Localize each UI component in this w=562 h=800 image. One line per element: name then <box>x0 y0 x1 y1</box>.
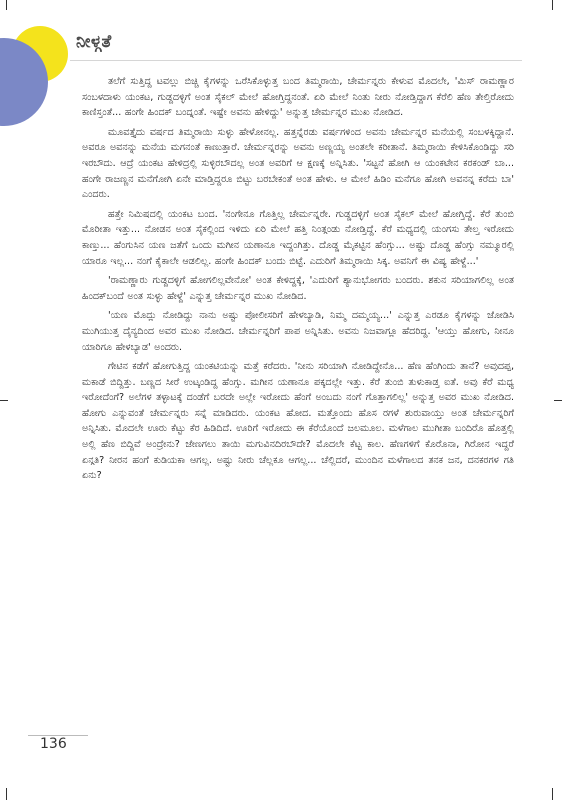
page-number: 136 <box>40 736 67 752</box>
body-text <box>82 74 514 488</box>
crop-mark-bottom-left <box>6 788 7 800</box>
crop-mark-top-left <box>6 0 7 10</box>
paragraph-4: 'ರಾಮಣ್ಣಾರು ಗುಡ್ದದಳ್ಳಿಗೆ ಹೋಗಲಿಲ್ಲವೇನೋ' ಅಂತ ಕೇಳಿದ್ದಕ್ಕೆ, 'ಎದುರಿಗೆ ಶ್ಯಾನುಭೋಗರು ಬಂದರು. ಶಕುನ ಸರಿಯಾಗಲಿಲ್ಲ ಅಂತ ಹಿಂದಕ್‌ಬಂದೆ ಅಂತ ಸುಳ್ಳು ಹೇಳ್ದೆ' ಎನ್ನುತ್ತ ಚೇರ್ಮನ್ನರ ಮುಖ ನೋಡಿದ. <box>82 275 514 302</box>
header-rule <box>70 60 522 61</box>
crop-mark-top-right <box>552 0 553 10</box>
paragraph-2: ಮೂವತ್ತೈದು ವರ್ಷದ ತಿಮ್ಮರಾಯಿ ಸುಳ್ಳು ಹೇಳೋನಲ್ಲ. ಹತ್ತನ್ನೆರಡು ವರ್ಷಗಳಿಂದ ಅವನು ಚೇರ್ಮನ್ನರ ಮನೆಯಲ್ಲಿ ಸಂಬಳಕ್ಕಿದ್ದಾನೆ. ಅವರೂ ಅವನನ್ನು ಮನೆಯ ಮಗನಂತೆ ಕಾಣುತ್ತಾರೆ. ಚೇರ್ಮನ್ನರನ್ನು ಅವನು ಅಣ್ಣಯ್ಯ ಅಂತಲೇ ಕರೀತಾನೆ. ತಿಮ್ಮರಾಯಿ ಕೇಳಿಸಿಕೊಂಡಿದ್ದು ಸರಿ ಇರಬೌದು. ಆದ್ರೆ ಯಂಕಟ ಹೇಳಿದ್ರಲ್ಲಿ ಸುಳ್ಳಿರಬೌದಲ್ಲ ಅಂತ ಅವರಿಗೆ ಆ ಕ್ಷಣಕ್ಕೆ ಅನ್ನಿಸಿತು. 'ಸಟ್ಟನೆ ಹೋಗಿ ಆ ಯಂಕಟೇನ ಕರಕಂಡ್ ಬಾ... ಹಂಗೇ ರಾಜಣ್ಣನ ಮನೆಗೋಗಿ ಏನೇ ಮಾಡ್ತಿದ್ದರೂ ಬಿಟ್ಟು ಬರಬೇಕಂತೆ ಅಂತ ಹೇಳು. ಆ ಮೇಲೆ ಹಿಡಿಂ ಮನೆಗೂ ಹೋಗಿ ಅವನನ್ನ ಕರೆದು ಬಾ' ಎಂದರು. <box>82 126 514 201</box>
page-header-title: ನೀಳ್ಗತೆ <box>76 32 112 52</box>
crop-mark-bottom-right <box>552 788 553 800</box>
paragraph-3: ಹತ್ತೇ ನಿಮಿಷದಲ್ಲಿ ಯಂಕಟ ಬಂದ. 'ನಂಗೇನೂ ಗೊತ್ತಿಲ್ಲ ಚೇರ್ಮನ್ನರೇ. ಗುಡ್ಡದಳ್ಳಿಗೆ ಅಂತ ಸೈಕಲ್ ಮೇಲೆ ಹೋಗ್ತಿದ್ದೆ. ಕೆರೆ ತುಂಬಿ ಮೊರೀತಾ ಇತ್ತು... ನೋಡನ ಅಂತ ಸೈಕಲ್ಲಿಂದ ಇಳಿದು ಏರಿ ಮೇಲೆ ಹತ್ತಿ ನಿಂತ್ಗಂಡು ನೋಡ್ತಿದ್ದೆ. ಕೆರೆ ಮಧ್ಯದಲ್ಲಿ ಯಂಗಸು ತೇಲ್ತ ಇರೋದು ಕಾಣ್ತು... ಹೆಂಗುಸಿನ ಯಣ ಜತೆಗೆ ಒಂದು ಮಗೀನ ಯಣಾನೂ ಇದ್ದಂಗಿತ್ತು. ದೊಡ್ಡ ಮೈಕಟ್ಟಿನ ಹೆಂಗ್ಸು... ಅಷ್ಟು ದೊಡ್ಡ ಹೆಂಗ್ಸು ನಮ್ಮೂರಲ್ಲಿ ಯಾರೂ ಇಲ್ಲ... ನಂಗೆ ಕೈಕಾಲೇ ಆಡಲಿಲ್ಲ. ಹಂಗೇ ಹಿಂದಕ್ ಬಂದು ಬಿಟ್ಟೆ. ಎದುರಿಗೆ ತಿಮ್ಮರಾಯಿ ಸಿಕ್ಕ. ಅವನಿಗೆ ಈ ವಿಷ್ಯ ಹೇಳ್ದೆ...' <box>82 208 514 267</box>
crop-mark-left-mid <box>0 400 8 401</box>
crop-mark-right-mid <box>554 400 562 401</box>
paragraph-5: 'ಯಣ ಮೊದ್ಲು ನೋಡಿದ್ದು ನಾನು ಅಷ್ಟು ಪೋಲೀಸರಿಗೆ ಹೇಳಬ್ಯಾಡಿ, ನಿಮ್ಮ ದಮ್ಮಯ್ಯ...' ಎನ್ನುತ್ತ ಎರಡೂ ಕೈಗಳನ್ನು ಜೋಡಿಸಿ ಮುಗಿಯುತ್ತ ದೈನ್ಯದಿಂದ ಅವರ ಮುಖ ನೋಡಿದ. ಚೇರ್ಮನ್ನರಿಗೆ ಪಾಪ ಅನ್ನಿಸಿತು. ಅವನು ನಿಜವಾಗ್ಲೂ ಹೆದರಿದ್ದ. 'ಆಯ್ತು ಹೋಗು, ನೀನೂ ಯಾರಿಗೂ ಹೇಳಬ್ಯಾಡ' ಅಂದರು. <box>82 310 514 353</box>
paragraph-1: ತಲೆಗೆ ಸುತ್ತಿದ್ದ ಟವಲ್ಲು ಬಿಚ್ಚಿ ಕೈಗಳನ್ನು ಒರೆಸಿಕೊಳ್ಳುತ್ತ ಬಂದ ತಿಮ್ಮರಾಯಿ, ಚೇರ್ಮನ್ನರು ಕೇಳುವ ಮೊದಲೇ, 'ಮಿಸ್ ರಾಮಣ್ಣಾರ ಸಂಬಳದಾಳು ಯಂಕಟ, ಗುಡ್ದದಳ್ಳಿಗೆ ಅಂತ ಸೈಕಲ್ ಮೇಲೆ ಹೋಗ್ತಿದ್ದನಂತೆ. ಏರಿ ಮೇಲೆ ನಿಂತು ನೀರು ನೋಡ್ತಿದ್ದಾಗ ಕೆರೆಲಿ ಹೆಣ ತೇಲ್ತಿರೋದು ಕಾಣಿಸ್ತಂತೆ... ಹಂಗೇ ಹಿಂದಕ್ ಬಂದ್ನಂತೆ. ಇಷ್ಟೇ ಅವನು ಹೇಳಿದ್ದು' ಅನ್ನುತ್ತ ಚೇರ್ಮನ್ನರ ಮುಖ ನೋಡಿದ. <box>82 76 514 119</box>
paragraph-6: ಗೇಟಿನ ಕಡೆಗೆ ಹೋಗುತ್ತಿದ್ದ ಯಂಕಟಿಯನ್ನು ಮತ್ತೆ ಕರೆದರು. 'ನೀನು ಸರಿಯಾಗಿ ನೋಡಿದ್ದೇನೊ... ಹೆಣ ಹೆಂಗಿಂದು ತಾನೆ? ಅವುದಪ್ಪ, ಮಕಾಡೆ ಬಿದ್ದಿತ್ತು. ಬಣ್ಣದ ಸೀರೆ ಉಟ್ಕಂಡಿದ್ದ ಹೆಂಗ್ಸು. ಮಗೀನ ಯಣಾನೂ ಪಕ್ಕದಲ್ಲೇ ಇತ್ತು. ಕೆರೆ ತುಂಬಿ ತುಳುಕಾಡ್ತ ಐತೆ. ಅವು ಕೆರೆ ಮಧ್ಯ ಇರೋದೆಂಗೆ? ಅಲೆಗಳ ತಳ್ಳಾಟಕ್ಕೆ ದಂಡೆಗೆ ಬರದೇ ಅಲ್ಲೇ ಇರೋದು ಹೆಂಗೆ ಅಂಬದು ನಂಗೆ ಗೊತ್ತಾಗಲಿಲ್ಲ' ಅನ್ನುತ್ತ ಅವರ ಮುಖ ನೋಡಿದ. ಹೋಗು ಎನ್ನುವಂತೆ ಚೇರ್ಮನ್ನರು ಸನ್ನೆ ಮಾಡಿದರು. ಯಂಕಟ ಹೋದ. ಮತ್ತೊಂದು ಹೊಸ ರಗಳೆ ಶುರುವಾಯ್ತು ಅಂತ ಚೇರ್ಮನ್ನರಿಗೆ ಅನ್ನಿಸಿತು. ಮೊದಲೇ ಊರು ಕೆಟ್ಟು ಕೆರ ಹಿಡಿದಿದೆ. ಊರಿಗೆ ಇರೋದು ಈ ಕೆರೆಯೊಂದೆ ಜಲಮೂಲ. ಮಳೆಗಾಲ ಮುಗೀತಾ ಬಂದಿರೊ ಹೊತ್ತಲ್ಲಿ ಅಲ್ಲಿ ಹೆಣ ಬಿದ್ದಿವೆ ಅಂದ್ರೇನು? ಜೇಣಗಲು ತಾಯಿ ಮಗುವಿನದಿರಬೌದೇ? ಮೊದಲೇ ಕೆಟ್ಟ ಕಾಲ. ಹೆಣಗಳಿಗೆ ಕೊರೊನಾ, ಗಿರೋನ ಇದ್ದರೆ ಏನ್ಗತಿ? ನೀರನ ಹಂಗೆ ಕುಡಿಯಕಾ ಆಗಲ್ಲ. ಅಷ್ಟು ನೀರು ಚೆಲ್ಲಕೂ ಆಗಲ್ಲ... ಚೆಲ್ಲಿದರೆ, ಮುಂದಿನ ಮಳೆಗಾಲದ ತನಕ ಜನ, ದನಕರಗಳ ಗತಿ ಏನು? <box>82 361 514 482</box>
